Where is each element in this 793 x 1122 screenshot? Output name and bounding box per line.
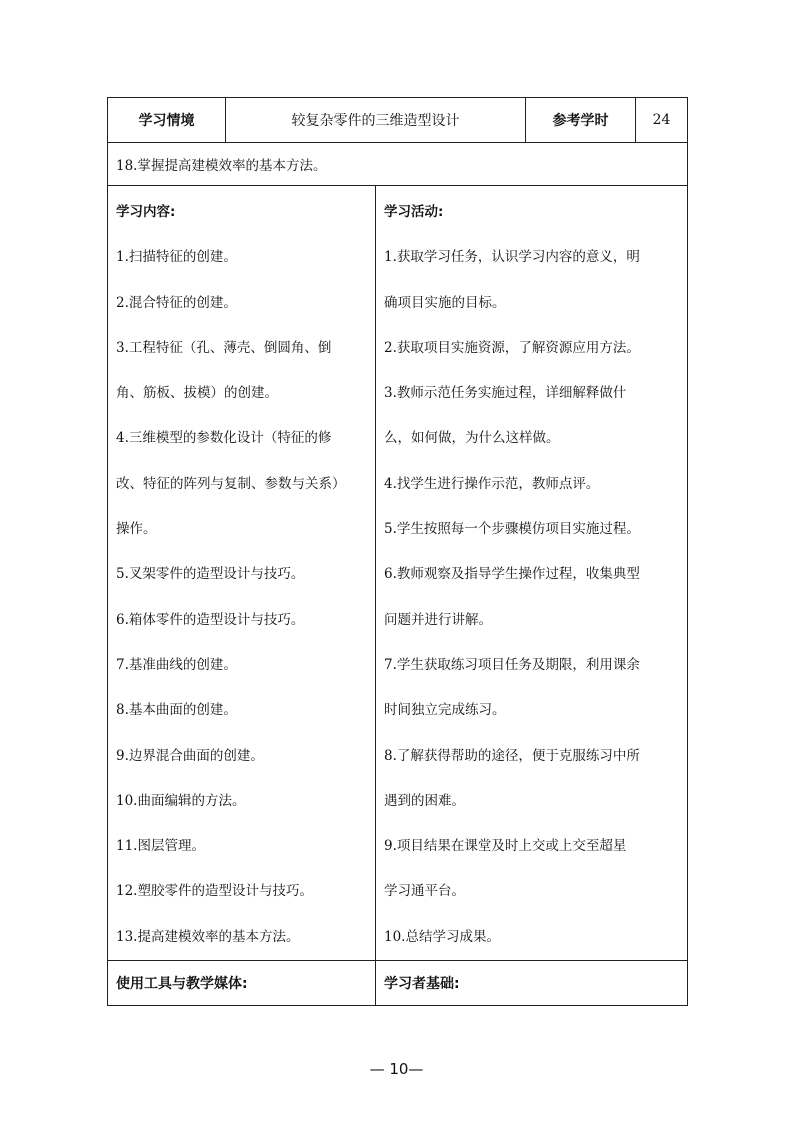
learning-activity-line: 2.获取项目实施资源，了解资源应用方法。 [384, 339, 640, 356]
course-table-container [107, 97, 687, 1006]
learning-content-line: 改、特征的阵列与复制、参数与关系） [116, 475, 346, 492]
situation-value: 较复杂零件的三维造型设计 [226, 98, 526, 143]
objective-text: 18.掌握提高建模效率的基本方法。 [108, 143, 688, 186]
situation-label: 学习情境 [108, 98, 226, 143]
learning-content-line: 10.曲面编辑的方法。 [116, 792, 246, 809]
learning-activity-line: 5.学生按照每一个步骤模仿项目实施过程。 [384, 521, 640, 538]
hours-value: 24 [636, 98, 688, 143]
page-number: — 10— [369, 1060, 424, 1078]
learning-activity-line: 9.项目结果在课堂及时上交或上交至超星 [384, 838, 627, 855]
learning-content-line: 13.提高建模效率的基本方法。 [116, 928, 300, 945]
learning-content-line: 2.混合特征的创建。 [116, 294, 237, 311]
learning-activity-line: 问题并进行讲解。 [384, 611, 492, 628]
learning-content-line: 角、筋板、拔模）的创建。 [116, 385, 278, 402]
learning-content-line: 12.塑胶零件的造型设计与技巧。 [116, 883, 313, 900]
learning-content-column [108, 186, 375, 960]
objective-row [108, 143, 688, 186]
learning-content-line: 4.三维模型的参数化设计（特征的修 [116, 430, 332, 447]
learning-activity-column [376, 186, 687, 960]
learning-content-line: 6.箱体零件的造型设计与技巧。 [116, 611, 305, 628]
learning-activity-cell [376, 186, 688, 961]
learning-activity-line: 遇到的困难。 [384, 792, 465, 809]
learning-content-line: 1.扫描特征的创建。 [116, 249, 237, 266]
learning-activity-line: 6.教师观察及指导学生操作过程，收集典型 [384, 566, 640, 583]
course-table [107, 97, 688, 1006]
learning-activity-line: 10.总结学习成果。 [384, 928, 500, 945]
learning-activity-line: 么，如何做，为什么这样做。 [384, 430, 560, 447]
tools-label: 使用工具与教学媒体: [108, 961, 376, 1006]
learning-activity-heading: 学习活动: [384, 204, 444, 220]
learning-content-line: 5.叉架零件的造型设计与技巧。 [116, 566, 305, 583]
learner-label: 学习者基础: [376, 961, 688, 1006]
learning-activity-line: 时间独立完成练习。 [384, 702, 506, 719]
learning-activity-line: 确项目实施的目标。 [384, 294, 506, 311]
learning-content-line: 操作。 [116, 521, 157, 538]
learning-activity-line: 1.获取学习任务，认识学习内容的意义，明 [384, 249, 640, 266]
learning-activity-line: 7.学生获取练习项目任务及期限，利用课余 [384, 656, 640, 673]
learning-content-line: 8.基本曲面的创建。 [116, 702, 237, 719]
learning-content-line: 11.图层管理。 [116, 838, 205, 855]
header-row [108, 98, 688, 143]
learning-content-cell [108, 186, 376, 961]
learning-content-heading: 学习内容: [116, 204, 176, 220]
footer-row [108, 961, 688, 1006]
learning-content-line: 3.工程特征（孔、薄壳、倒圆角、倒 [116, 339, 332, 356]
content-activity-row [108, 186, 688, 961]
learning-activity-line: 学习通平台。 [384, 883, 465, 900]
learning-activity-line: 8.了解获得帮助的途径，便于克服练习中所 [384, 747, 640, 764]
learning-activity-line: 4.找学生进行操作示范，教师点评。 [384, 475, 600, 492]
learning-content-line: 7.基准曲线的创建。 [116, 656, 237, 673]
hours-label: 参考学时 [526, 98, 636, 143]
learning-content-line: 9.边界混合曲面的创建。 [116, 747, 264, 764]
learning-activity-line: 3.教师示范任务实施过程，详细解释做什 [384, 385, 627, 402]
